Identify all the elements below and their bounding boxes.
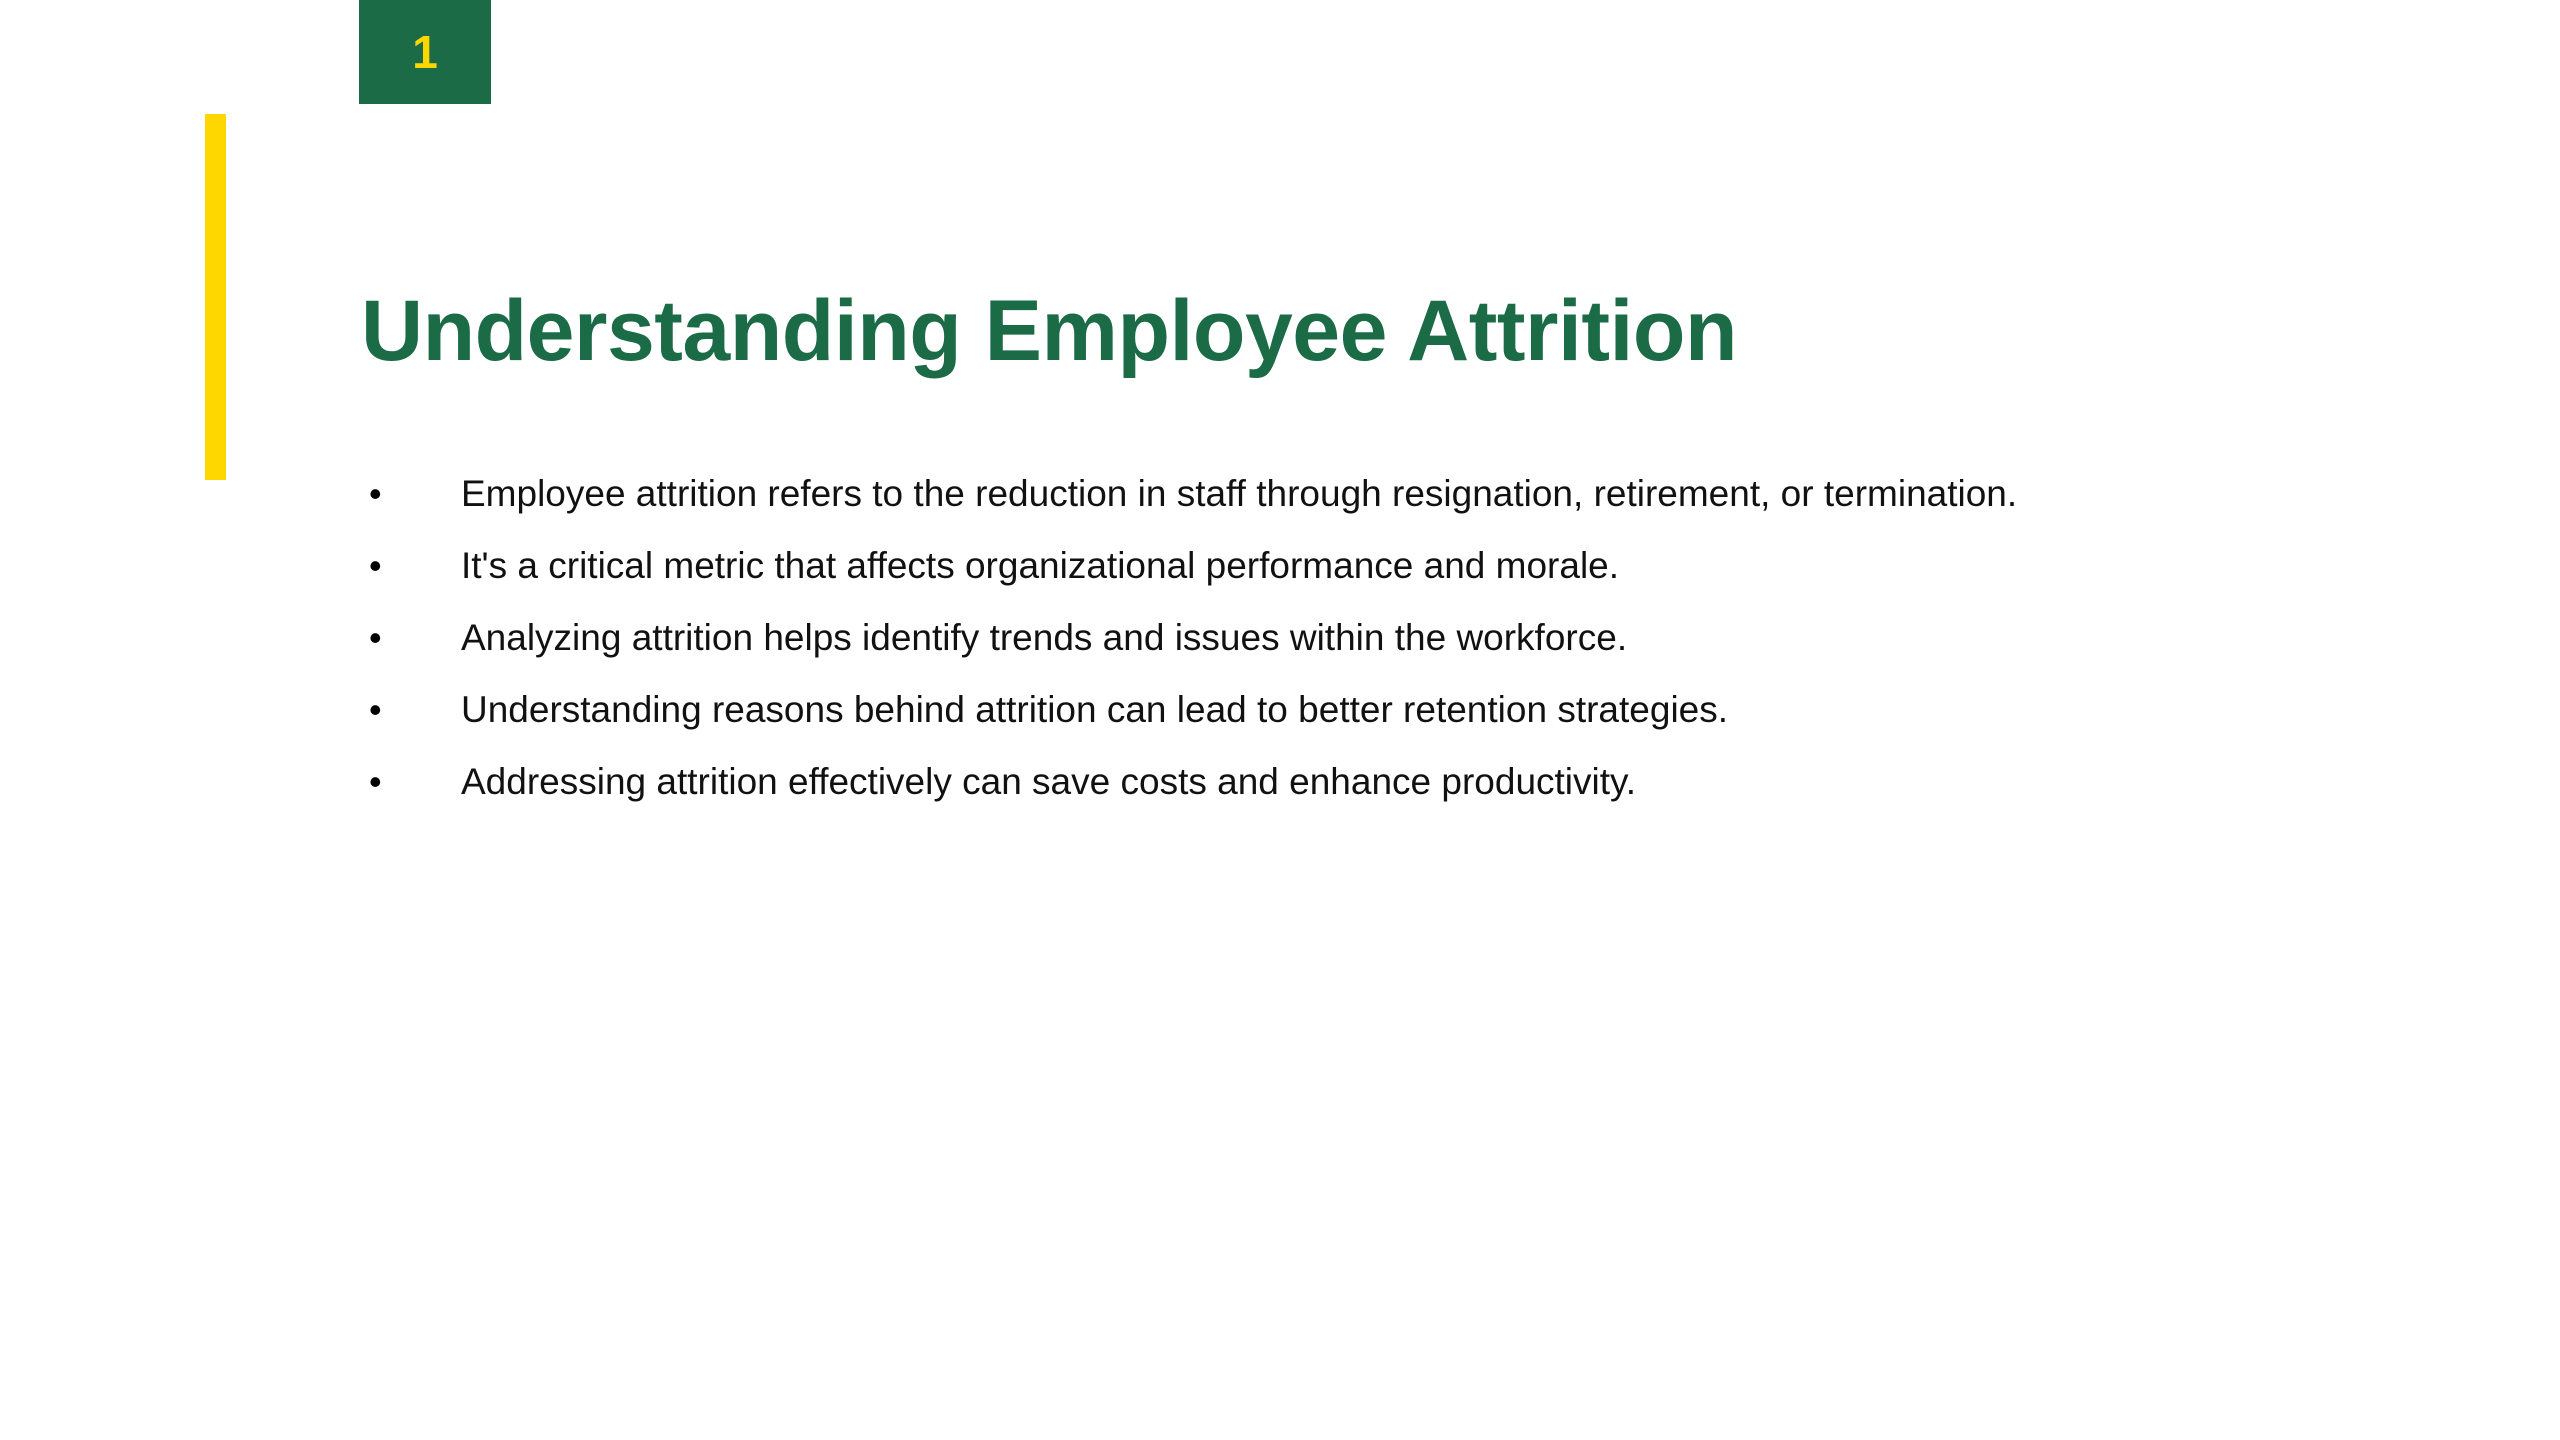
- bullet-item: [361, 674, 2017, 746]
- bullet-icon: •: [369, 545, 382, 586]
- slide-number-badge: [359, 0, 491, 104]
- bullet-icon: •: [369, 617, 382, 658]
- bullet-item: [361, 746, 2017, 818]
- bullet-text: Addressing attrition effectively can save costs and enhance productivity.: [461, 760, 1637, 802]
- bullet-list: [361, 458, 2017, 818]
- slide-title: Understanding Employee Attrition: [361, 283, 1737, 379]
- bullet-item: [361, 602, 2017, 674]
- bullet-text: Analyzing attrition helps identify trends and issues within the workforce.: [461, 616, 1628, 658]
- bullet-item: [361, 530, 2017, 602]
- bullet-text: Employee attrition refers to the reduction in staff through resignation, retirement, or termination.: [461, 472, 2018, 514]
- bullet-text: Understanding reasons behind attrition can lead to better retention strategies.: [461, 688, 1729, 730]
- bullet-icon: •: [369, 761, 382, 802]
- slide-number: 1: [412, 26, 438, 78]
- bullet-item: [361, 458, 2017, 530]
- accent-bar: [205, 114, 226, 480]
- bullet-icon: •: [369, 473, 382, 514]
- bullet-icon: •: [369, 689, 382, 730]
- bullet-text: It's a critical metric that affects organizational performance and morale.: [461, 544, 1620, 586]
